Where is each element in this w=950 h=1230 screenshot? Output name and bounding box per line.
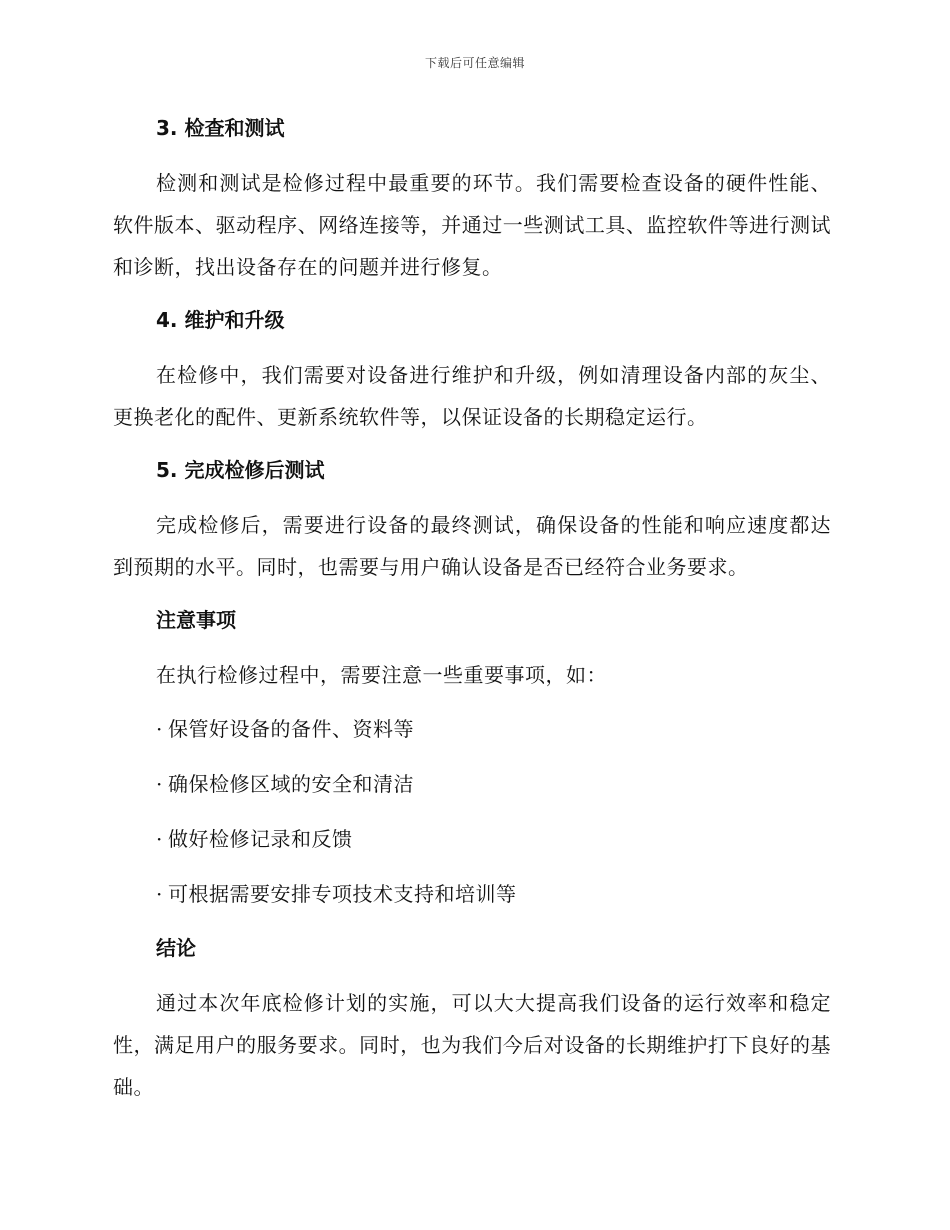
bullet-glyph: · xyxy=(156,717,163,741)
section-heading-conclusion: 结论 xyxy=(156,936,196,960)
section-heading-check-test: 3. 检查和测试 xyxy=(156,116,285,140)
list-item xyxy=(113,763,831,805)
section-heading-maintain-upgrade: 4. 维护和升级 xyxy=(156,308,285,332)
bullet-glyph: · xyxy=(156,827,163,851)
list-item-text: 保管好设备的备件、资料等 xyxy=(168,717,414,741)
section-paragraph-check-test: 检测和测试是检修过程中最重要的环节。我们需要检查设备的硬件性能、软件版本、驱动程序、网络连接等，并通过一些测试工具、监控软件等进行测试和诊断，找出设备存在的问题并进行修复。 xyxy=(113,171,831,279)
section-paragraph-final-test: 完成检修后，需要进行设备的最终测试，确保设备的性能和响应速度都达到预期的水平。同时，也需要与用户确认设备是否已经符合业务要求。 xyxy=(113,513,831,579)
section-paragraph-notes: 在执行检修过程中，需要注意一些重要事项，如： xyxy=(156,663,607,687)
notes-list xyxy=(113,708,831,915)
list-item xyxy=(113,708,831,750)
bullet-glyph: · xyxy=(156,772,163,796)
section-heading-final-test: 5. 完成检修后测试 xyxy=(156,458,325,482)
bullet-glyph: · xyxy=(156,882,163,906)
section-paragraph-maintain-upgrade: 在检修中，我们需要对设备进行维护和升级，例如清理设备内部的灰尘、更换老化的配件、更新系统软件等，以保证设备的长期稳定运行。 xyxy=(113,363,831,429)
list-item-text: 确保检修区域的安全和清洁 xyxy=(168,772,414,796)
document-body xyxy=(113,108,831,1120)
header-note: 下载后可任意编辑 xyxy=(424,56,525,70)
section-paragraph-conclusion: 通过本次年底检修计划的实施，可以大大提高我们设备的运行效率和稳定性，满足用户的服务要求。同时，也为我们今后对设备的长期维护打下良好的基础。 xyxy=(113,991,831,1099)
list-item-text: 做好检修记录和反馈 xyxy=(168,827,353,851)
list-item-text: 可根据需要安排专项技术支持和培训等 xyxy=(168,882,517,906)
list-item xyxy=(113,818,831,860)
section-heading-notes: 注意事项 xyxy=(156,608,236,632)
list-item xyxy=(113,873,831,915)
